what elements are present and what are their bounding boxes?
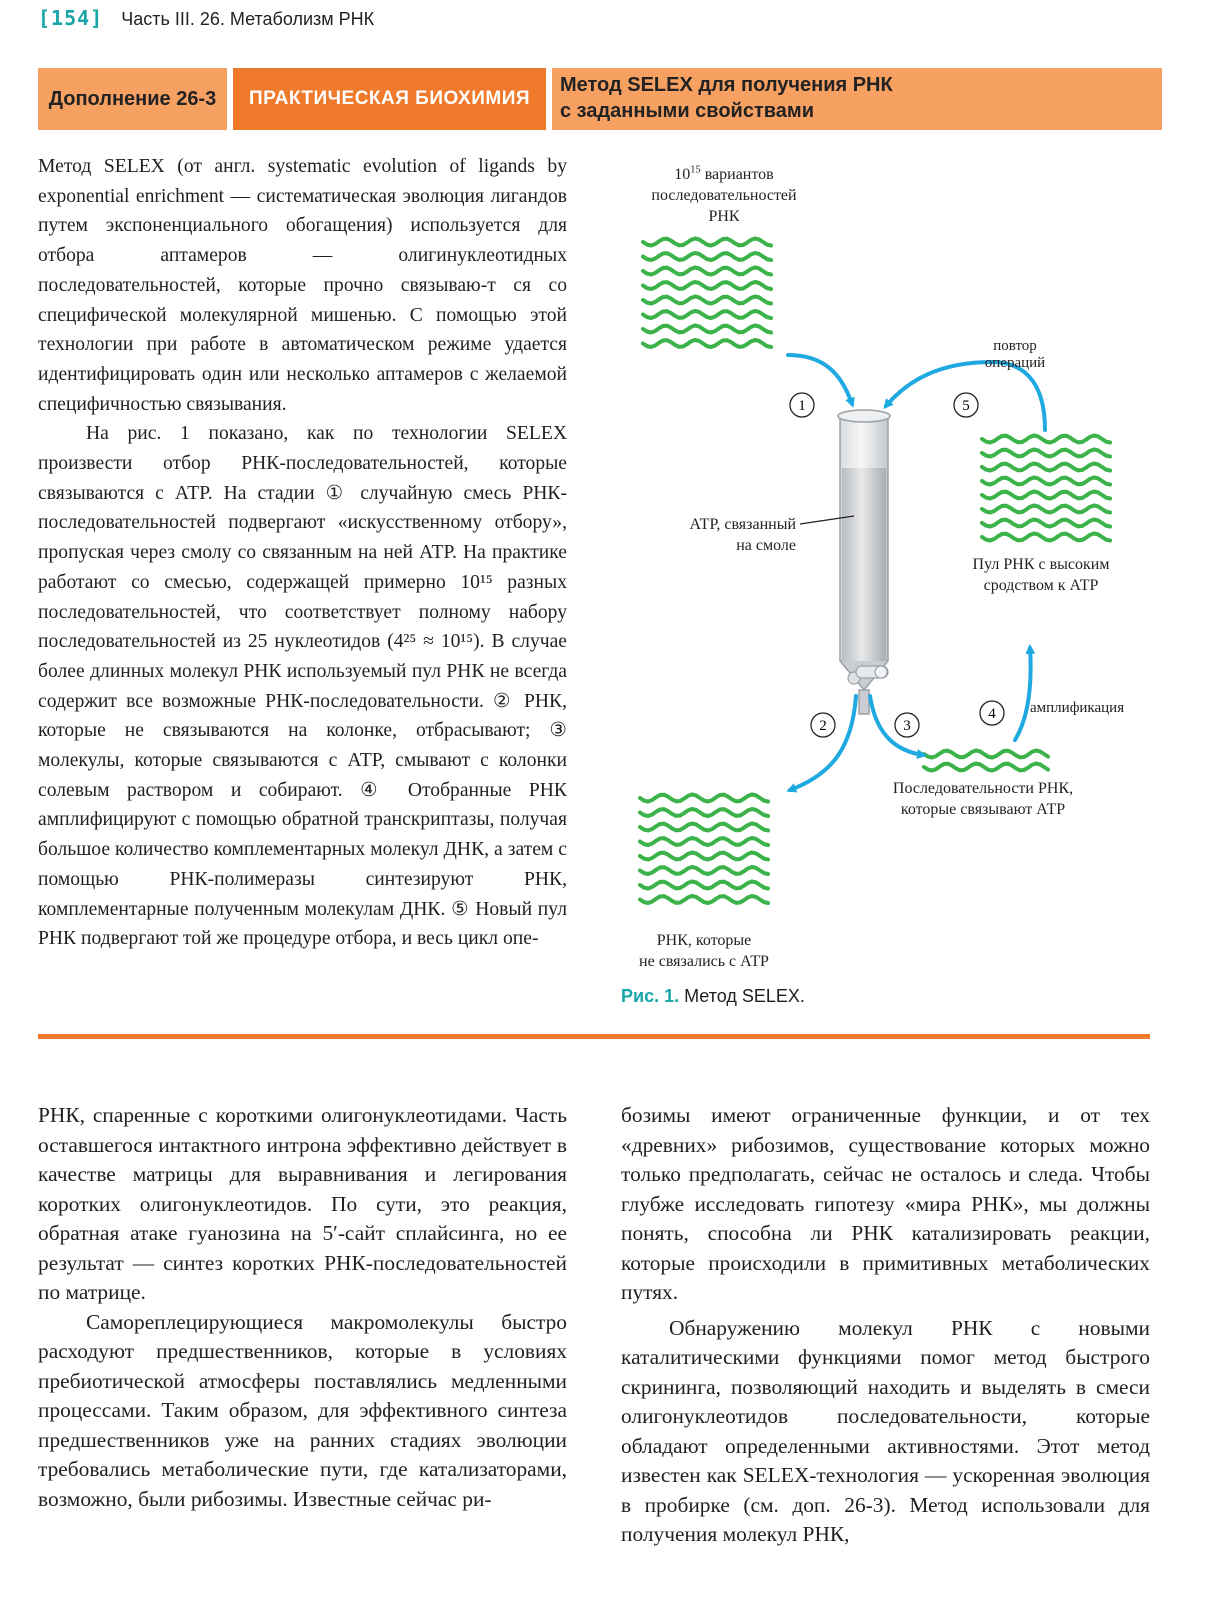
label-repeat xyxy=(960,338,1070,372)
box-title xyxy=(552,68,1162,130)
rna-strand xyxy=(643,311,771,318)
step-3-num: 3 xyxy=(903,718,911,734)
step-1-num: 1 xyxy=(798,398,806,414)
label-variants-word: вариантов xyxy=(700,166,774,183)
label-repeat-line1: повтор xyxy=(993,338,1037,354)
arrow-step-4 xyxy=(1015,648,1031,740)
rna-unbound xyxy=(640,795,768,904)
box-paragraph-2: На рис. 1 показано, как по технологии SELEX произвести отбор РНК-последовательностей, которые связываются с АТР. На стадии ① случайную смесь РНК-последовательностей подвергают «искусственному отбору», пропуская через смолу со связанным на ней АТР. На практике работают со смесью, содержащей примерно 10¹⁵ разных последовательностей, что соответствует полному набору последовательностей из 25 нуклеотидов (4²⁵ ≈ 10¹⁵). В случае более длинных молекул РНК используемый пул РНК не всегда содержит все возможные РНК-последовательности. ② РНК, которые не связываются на колонке, отбрасывают; ③ молекулы, которые связываются с АТР, смывают с колонки солевым раствором и собирают. ④ Отобранные РНК амплифицируют с помощью обратной транскриптазы, получая большое количество комплементарных молекул ДНК, а затем с помощью РНК-полимеразы синтезируют РНК, комплементарные полученным молекулам ДНК. ⑤ Новый пул РНК подвергают той же процедуре отбора, и весь цикл опе- xyxy=(38,423,567,950)
body-column-right xyxy=(621,1101,1150,1550)
label-variants-line2: последовательностей xyxy=(651,187,797,204)
label-atp-line2: на смоле xyxy=(736,537,796,554)
caption-text: Метод SELEX. xyxy=(679,986,805,1006)
rna-strand xyxy=(643,340,771,347)
label-repeat-line2: операций xyxy=(984,355,1046,371)
box-label: Дополнение 26-3 xyxy=(38,68,227,130)
rna-strand xyxy=(640,896,768,903)
figure-selex xyxy=(590,150,1170,1030)
rna-strand xyxy=(982,506,1110,513)
figure-caption xyxy=(621,986,805,1007)
label-pool-line2: сродством к АТР xyxy=(983,577,1099,594)
step-2-num: 2 xyxy=(819,718,827,734)
rna-strand xyxy=(924,764,1048,771)
label-unbound-line2: не связались с АТР xyxy=(639,953,769,970)
rna-strand xyxy=(982,492,1110,499)
rna-strand xyxy=(640,824,768,831)
label-bound-rna xyxy=(858,778,1108,820)
label-variants-line3: РНК xyxy=(708,208,740,225)
label-variants xyxy=(624,164,824,227)
box-text xyxy=(38,152,567,954)
label-variants-base: 10 xyxy=(674,166,691,183)
step-4-circle xyxy=(980,701,1004,725)
rna-strand xyxy=(982,450,1110,457)
label-pool-line1: Пул РНК с высоким xyxy=(972,556,1110,573)
rna-high-affinity-pool xyxy=(982,436,1110,541)
box-bottom-rule xyxy=(38,1034,1150,1039)
label-variants-exp: 15 xyxy=(690,164,701,176)
label-high-affinity-pool xyxy=(946,554,1136,596)
box-category: ПРАКТИЧЕСКАЯ БИОХИМИЯ xyxy=(233,68,546,130)
rna-initial-pool xyxy=(643,239,771,348)
running-head xyxy=(38,6,374,36)
rna-strand xyxy=(982,478,1110,485)
label-atp-line1: АТР, связанный xyxy=(689,516,796,533)
rna-strand xyxy=(643,297,771,304)
running-title: Часть III. 26. Метаболизм РНК xyxy=(121,9,375,29)
rna-strand xyxy=(640,795,768,802)
rna-strand xyxy=(982,534,1110,541)
rna-strand xyxy=(640,853,768,860)
arrow-step-2 xyxy=(790,696,856,790)
box-paragraph-1: Метод SELEX (от англ. systematic evolution of ligands by exponential enrichment — систематическая эволюция лигандов путем экспоненциального обогащения) используется для отбора аптамеров — олигинуклеотидных последовательностей, которые прочно связываю-т ся со специфической молекулярной мишенью. С помощью этой технологии при работе в автоматическом режиме удается идентифицировать один или несколько аптамеров с желаемой специфичностью связывания. xyxy=(38,156,567,415)
rna-strand xyxy=(924,751,1048,758)
rna-strand xyxy=(640,838,768,845)
rna-bound xyxy=(924,751,1048,771)
column-tube xyxy=(800,410,890,714)
rna-strand xyxy=(643,268,771,275)
label-unbound-line1: РНК, которые xyxy=(656,932,752,949)
caption-label: Рис. 1. xyxy=(621,986,680,1006)
right-paragraph-2: Обнаружению молекул РНК с новыми каталитическими функциями помог метод быстрого скрининга, позволяющий находить и выделять в смеси олигонуклеотидов последовательности, которые обладают определенными активностями. Этот метод известен как SELEX-технология — ускоренная эволюция в пробирке (см. доп. 26-3). Метод использовали для получения молекул РНК, xyxy=(621,1315,1150,1546)
box-title-line2: с заданными свойствами xyxy=(560,100,815,122)
rna-strand xyxy=(982,520,1110,527)
step-4-num: 4 xyxy=(988,706,996,722)
label-unbound-rna xyxy=(614,930,794,972)
rna-strand xyxy=(643,282,771,289)
rna-strand xyxy=(982,436,1110,443)
rna-strand xyxy=(640,867,768,874)
rna-strand xyxy=(640,882,768,889)
step-5-num: 5 xyxy=(962,398,970,414)
box-header xyxy=(38,68,1162,130)
box-title-line1: Метод SELEX для получения РНК xyxy=(560,74,893,96)
rna-strand xyxy=(640,809,768,816)
rna-strand xyxy=(643,326,771,333)
rna-strand xyxy=(982,464,1110,471)
label-bound-line1: Последовательности РНК, xyxy=(892,780,1074,797)
right-paragraph-1: бозимы имеют ограниченные функции, и от тех «древних» рибозимов, существование которых можно только предполагать, сейчас не осталось и следа. Чтобы глубже исследовать гипотезу «мира РНК», мы должны понять, способна ли РНК катализировать реакции, которые происходили в примитивных метаболических путях. xyxy=(621,1103,1150,1304)
left-paragraph-1: РНК, спаренные с короткими олигонуклеотидами. Часть оставшегося интактного интрона эффективно действует в качестве матрицы для выравнивания и легирования коротких олигонуклеотидов. По сути, это реакция, обратная атаке гуанозина на 5′-сайт сплайсинга, но ее результат — синтез коротких РНК-последовательностей по матрице. xyxy=(38,1103,567,1304)
left-paragraph-2: Самореплецирующиеся макромолекулы быстро расходуют предшественников, которые в условиях пребиотической атмосферы поставлялись медленными процессами. Таким образом, для эффективного синтеза предшественников уже на ранних стадиях эволюции требовались метаболические пути, где катализаторами, возможно, были рибозимы. Известные сейчас ри- xyxy=(38,1309,567,1511)
page-number: [154] xyxy=(38,6,104,30)
label-amplification: амплификация xyxy=(1030,700,1125,716)
label-bound-line2: которые связывают АТР xyxy=(900,801,1066,818)
label-atp-resin xyxy=(636,514,796,556)
rna-strand xyxy=(643,253,771,260)
step-5-circle xyxy=(954,393,978,417)
rna-strand xyxy=(643,239,771,246)
step-3-circle xyxy=(895,713,919,737)
step-2-circle xyxy=(811,713,835,737)
body-column-left xyxy=(38,1101,567,1514)
step-1-circle xyxy=(790,393,814,417)
